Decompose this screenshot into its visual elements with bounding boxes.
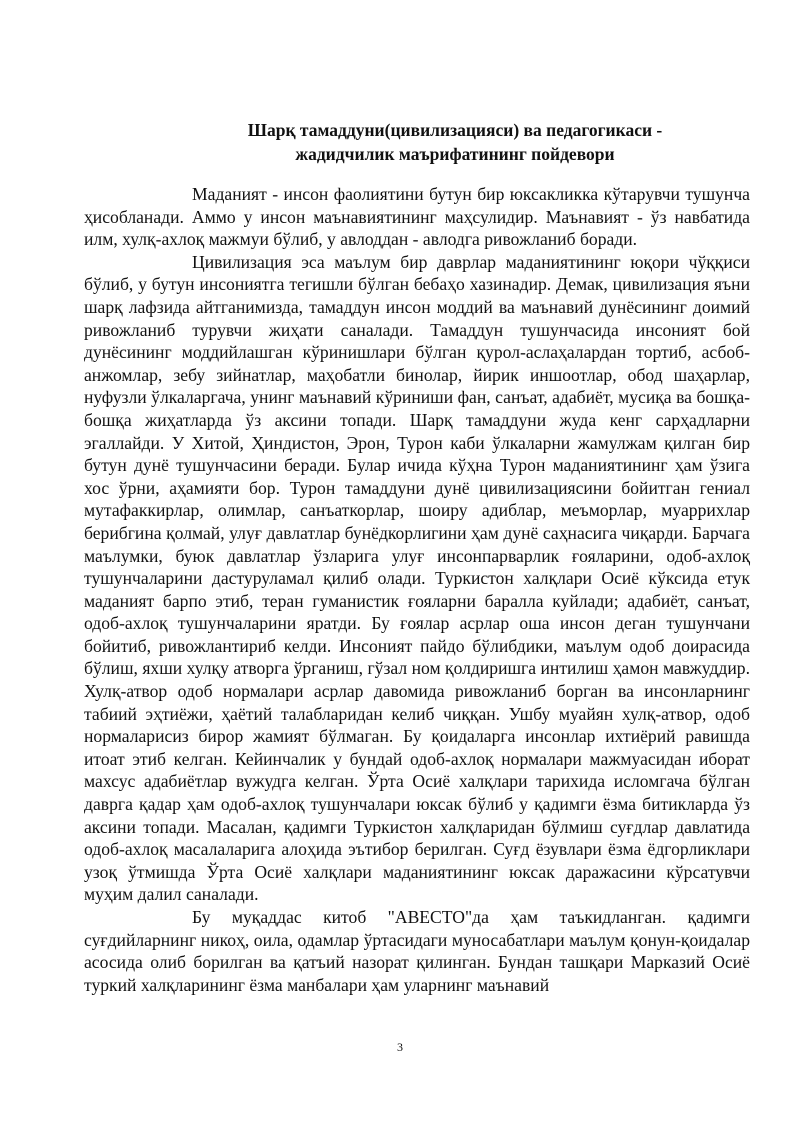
- body-text: [84, 183, 750, 996]
- page-number: 3: [397, 1040, 403, 1054]
- title-line-1: Шарқ тамаддуни(цивилизацияси) ва педагогикаси -: [247, 120, 663, 140]
- paragraph: Цивилизация эса маълум бир даврлар маданиятининг юқори чўққиси бўлиб, у бутун инсониятга тегишли бўлган бебаҳо хазинадир. Демак, цивилизация яъни шарқ лафзида айтганимизда, тамаддун инсон моддий ва маънавий дунёсининг доимий ривожланиб турувчи жиҳати саналади. Тамаддун тушунчасида инсоният бой дунёсининг моддийлашган кўринишлари бўлган қурол-аслаҳалардан тортиб, асбоб-анжомлар, зебу зийнатлар, маҳобатли бинолар, йирик иншоотлар, обод шаҳарлар, нуфузли ўлкаларгача, унинг маънавий кўриниши фан, санъат, адабиёт, мусиқа ва бошқа-бошқа жиҳатларда ўз аксини топади. Шарқ тамаддуни жуда кенг сарҳадларни эгаллайди. У Хитой, Ҳиндистон, Эрон, Турон каби ўлкаларни жамулжам қилган бир бутун дунё тушунчасини беради. Булар ичида кўҳна Турон маданиятининг ҳам ўзига хос ўрни, аҳамияти бор. Турон тамаддуни дунё цивилизациясини бойитган гениал мутафаккирлар, олимлар, санъаткорлар, шоиру адиблар, меъморлар, муаррихлар берибгина қолмай, улуғ давлатлар бунёдкорлигини ҳам дунё саҳнасига чиқарди. Барчага маълумки, буюк давлатлар ўзларига улуғ инсонпарварлик ғояларини, одоб-ахлоқ тушунчаларини дастуруламал қилиб олади. Туркистон халқлари Осиё кўксида етук маданият барпо этиб, теран гуманистик ғояларни баралла куйлади; адабиёт, санъат, одоб-ахлоқ тушунчаларини яратди. Бу ғоялар асрлар оша инсон деган тушунчани бойитиб, ривожлантириб келди. Инсоният пайдо бўлибдики, маълум одоб доирасида бўлиш, яхши хулқу атворга ўрганиш, гўзал ном қолдиришга интилиш ҳамон мавжуддир. Хулқ-атвор одоб нормалари асрлар давомида ривожланиб борган ва инсонларнинг табиий эҳтиёжи, ҳаётий талабларидан келиб чиққан. Ушбу муайян хулқ-атвор, одоб нормаларисиз бирор жамият бўлмаган. Бу қоидаларга инсонлар ихтиёрий равишда итоат этиб келган. Кейинчалик у бундай одоб-ахлоқ нормалари мажмуасидан иборат махсус адабиётлар вужудга келган. Ўрта Осиё халқлари тарихида исломгача бўлган даврга қадар ҳам одоб-ахлоқ тушунчалари юксак бўлиб у қадимги ёзма битикларда ўз аксини топади. Масалан, қадимги Туркистон халқларидан бўлмиш суғдлар давлатида одоб-ахлоқ масалаларига алоҳида эътибор берилган. Суғд ёзувлари ёзма ёдгорликлари узоқ ўтмишда Ўрта Осиё халқлари маданиятининг юксак даражасини кўрсатувчи муҳим далил саналади.: [84, 251, 750, 905]
- paragraph: Маданият - инсон фаолиятини бутун бир юксакликка кўтарувчи тушунча ҳисобланади. Аммо у инсон маънавиятининг маҳсулидир. Маънавият - ўз навбатида илм, хулқ-ахлоқ мажмуи бўлиб, у авлоддан - авлодга ривожланиб боради.: [84, 184, 750, 250]
- page-title: [80, 118, 720, 166]
- title-line-2: жадидчилик маърифатининг пойдевори: [295, 144, 615, 164]
- paragraph: Бу муқаддас китоб "АВЕСТО"да ҳам таъкидланган. қадимги суғдийларнинг никоҳ, оила, одамлар ўртасидаги муносабатлари маълум қонун-қоидалар асосида олиб борилган ва қатъий назорат қилинган. Бундан ташқари Марказий Осиё туркий халқларининг ёзма манбалари ҳам уларнинг маънавий: [84, 907, 750, 995]
